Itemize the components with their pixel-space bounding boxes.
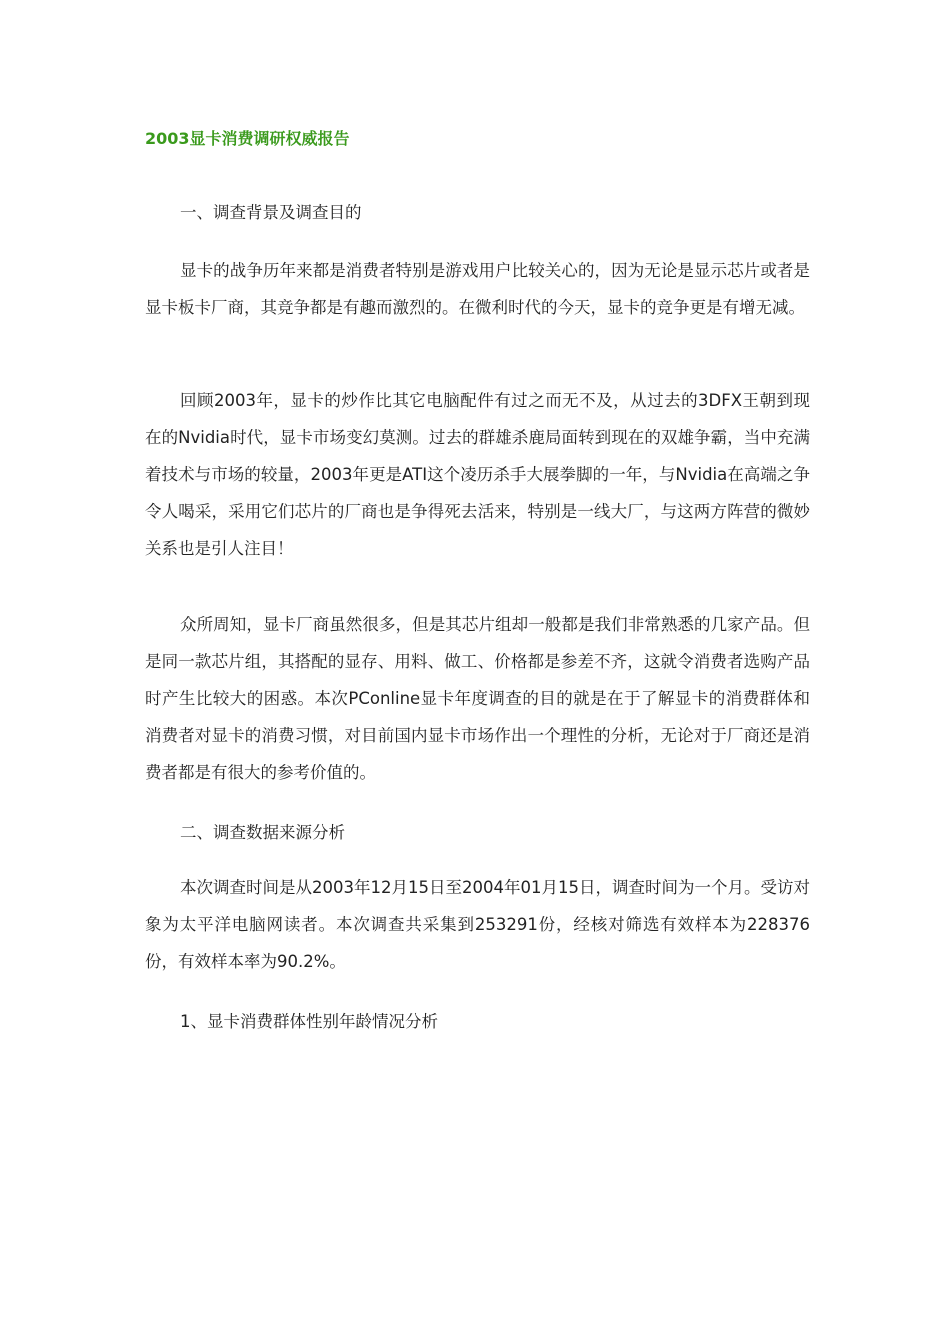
paragraph-review-2003: 回顾2003年，显卡的炒作比其它电脑配件有过之而无不及，从过去的3DFX王朝到现在的Nvidia时代，显卡市场变幻莫测。过去的群雄杀鹿局面转到现在的双雄争霸，当中充满着技术与市场的较量，2003年更是ATI这个凌历杀手大展拳脚的一年，与Nvidia在高端之争令人喝采，采用它们芯片的厂商也是争得死去活来，特别是一线大厂，与这两方阵营的微妙关系也是引人注目！	[145, 391, 810, 558]
paragraph-survey-details: 本次调查时间是从2003年12月15日至2004年01月15日，调查时间为一个月。受访对象为太平洋电脑网读者。本次调查共采集到253291份，经核对筛选有效样本为228376份，有效样本率为90.2%。	[145, 878, 810, 971]
section-heading-data-source: 二、调查数据来源分析	[180, 823, 345, 842]
subsection-heading-gender-age: 1、显卡消费群体性别年龄情况分析	[180, 1012, 438, 1031]
paragraph-survey-purpose: 众所周知，显卡厂商虽然很多，但是其芯片组却一般都是我们非常熟悉的几家产品。但是同一款芯片组，其搭配的显存、用料、做工、价格都是参差不齐，这就令消费者选购产品时产生比较大的困惑。本次PConline显卡年度调查的目的就是在于了解显卡的消费群体和消费者对显卡的消费习惯，对目前国内显卡市场作出一个理性的分析，无论对于厂商还是消费者都是有很大的参考价值的。	[145, 615, 810, 782]
paragraph-intro: 显卡的战争历年来都是消费者特别是游戏用户比较关心的，因为无论是显示芯片或者是显卡板卡厂商，其竞争都是有趣而激烈的。在微利时代的今天，显卡的竞争更是有增无减。	[145, 261, 810, 317]
report-title: 2003显卡消费调研权威报告	[145, 129, 350, 148]
section-heading-background: 一、调查背景及调查目的	[180, 203, 362, 222]
